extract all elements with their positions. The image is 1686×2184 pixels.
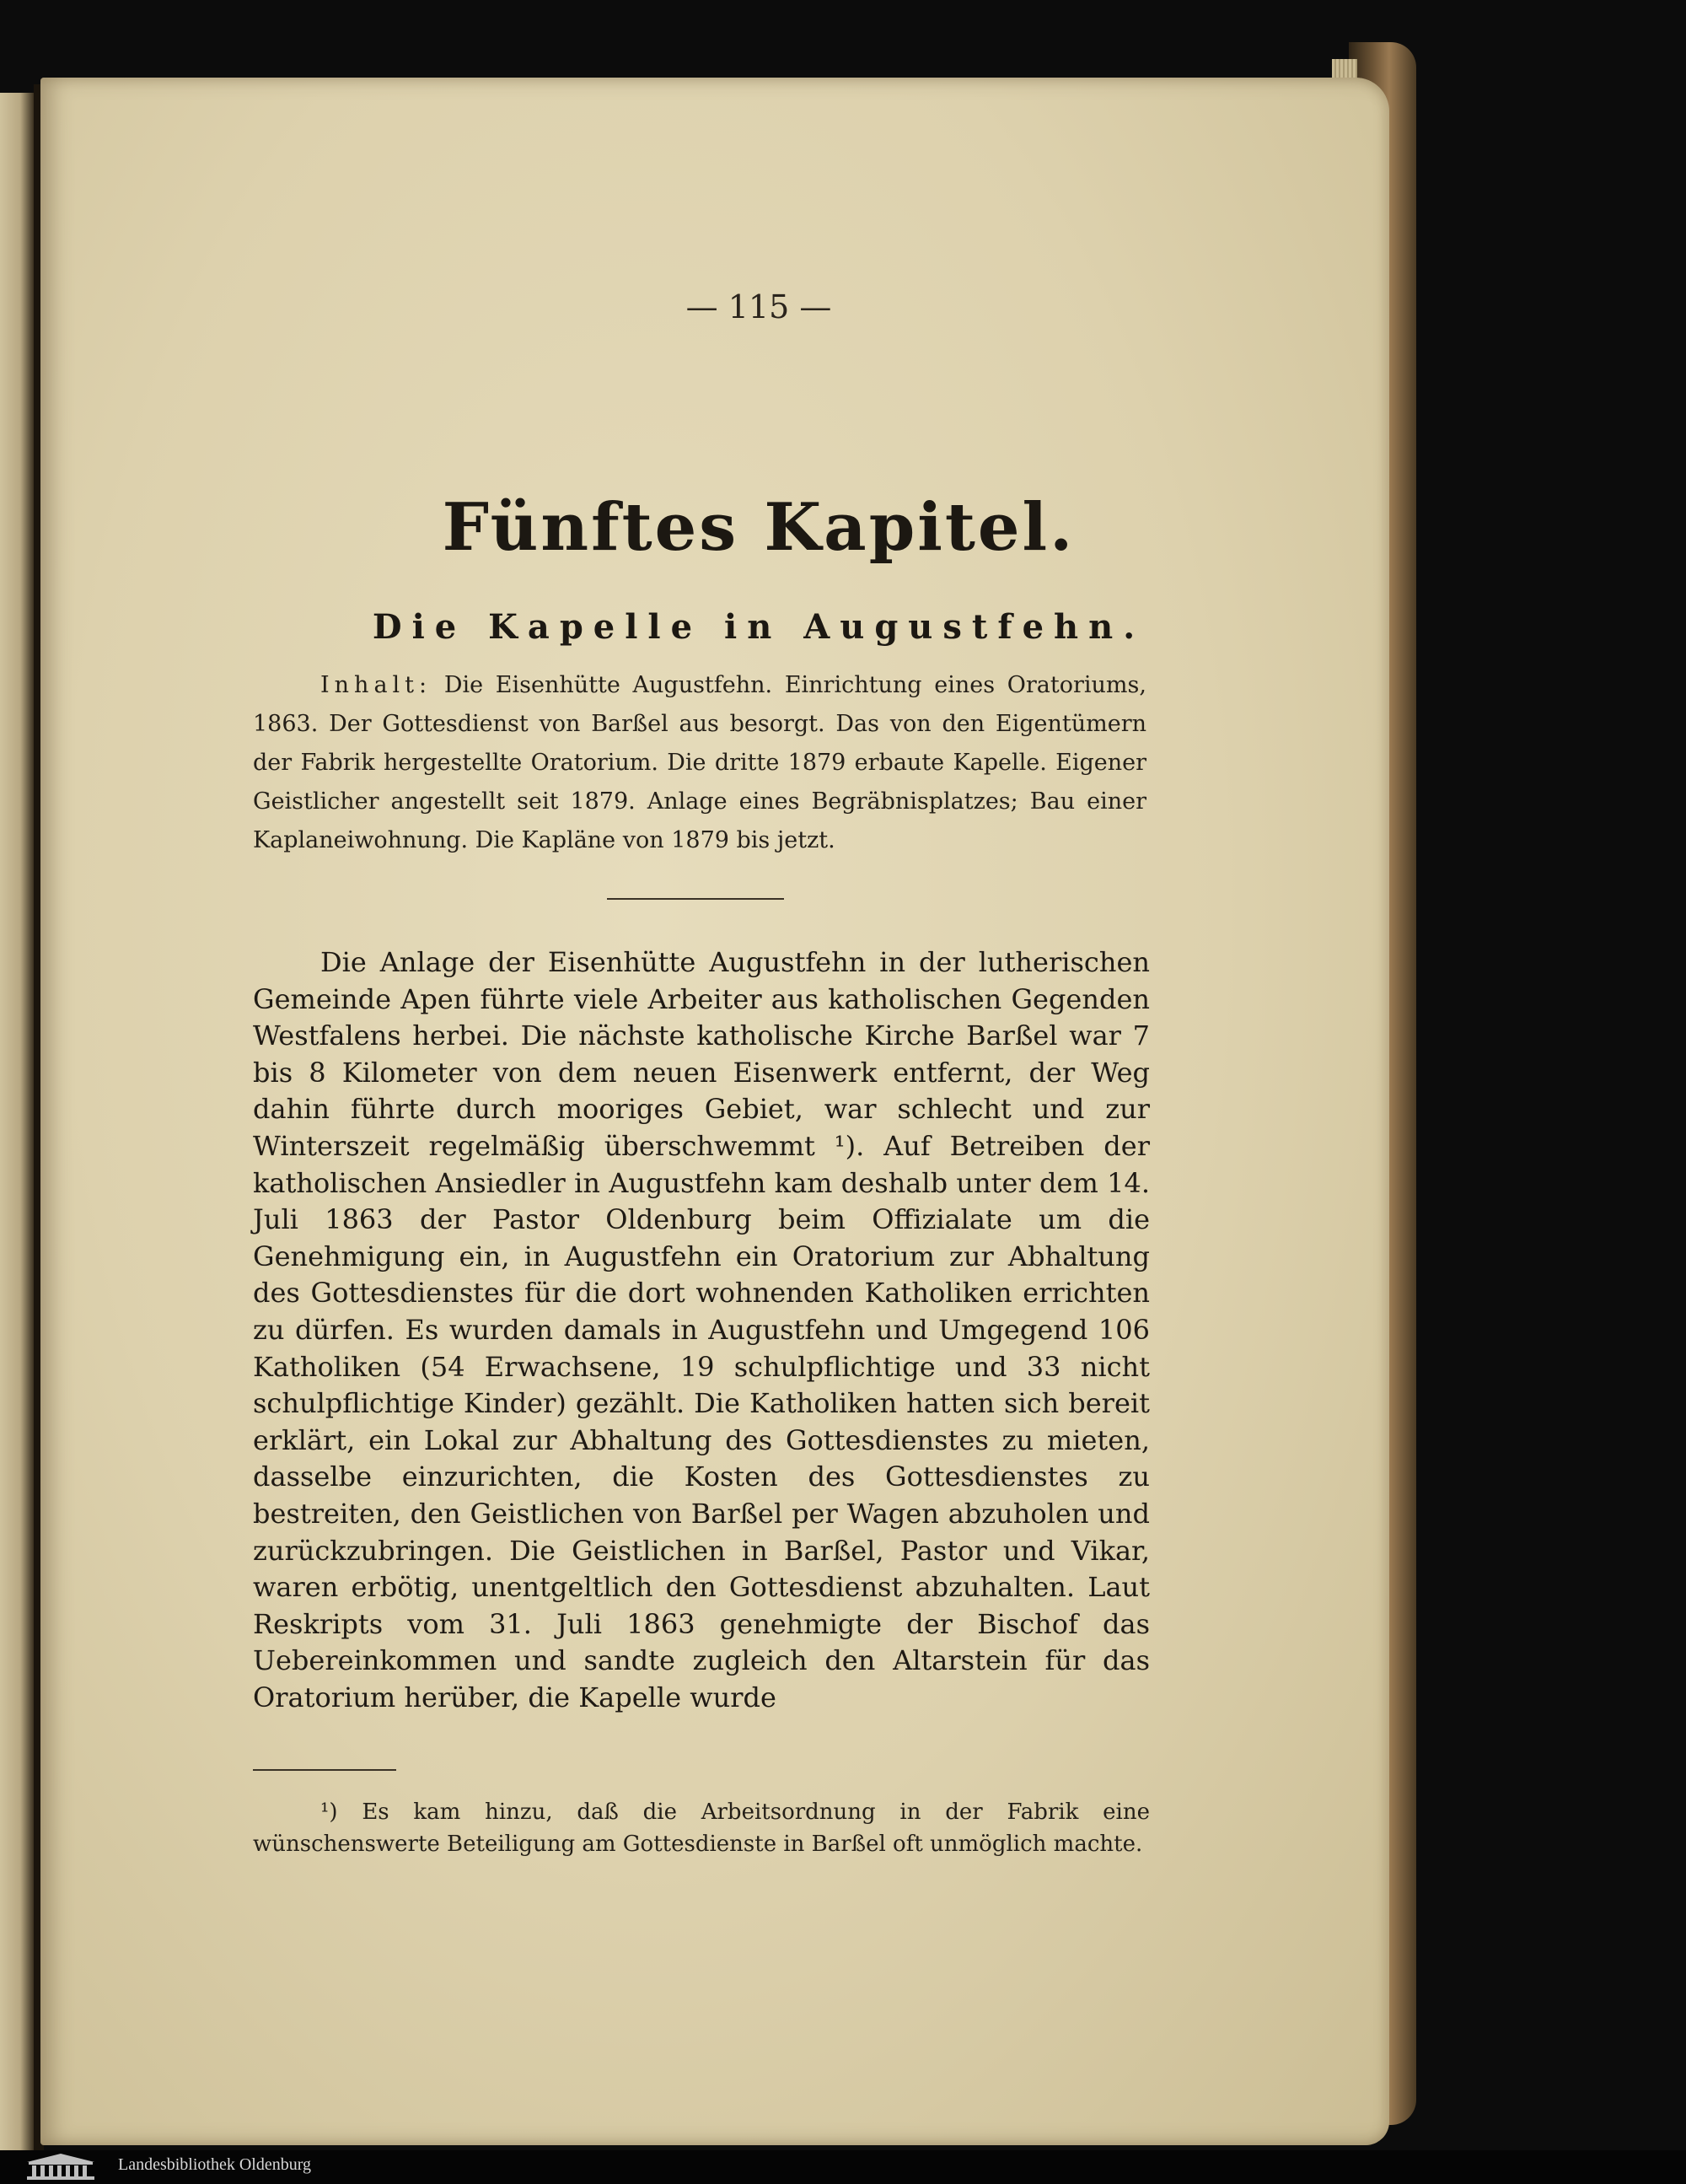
left-page-edge (0, 93, 34, 2150)
body-paragraph: Die Anlage der Eisenhütte Augustfehn in der lutherischen Gemeinde Apen führte viele Arbeiter aus katholischen Gegenden Westfalens herbei. Die nächste katholische Kirche Barßel war 7 bis 8 Kilometer von dem neuen Eisenwerk entfernt, der Weg dahin führte durch mooriges Gebiet, war schlecht und zur Winterszeit regelmäßig überschwemmt ¹). Auf Betreiben der katholischen Ansiedler in Augustfehn kam deshalb unter dem 14. Juli 1863 der Pastor Oldenburg beim Offizialate um die Genehmigung ein, in Augustfehn ein Oratorium zur Abhaltung des Gottesdienstes für die dort wohnenden Katholiken errichten zu dürfen. Es wurden damals in Augustfehn und Umgegend 106 Katholiken (54 Erwachsene, 19 schulpflichtige und 33 nicht schulpflichtige Kinder) gezählt. Die Katholiken hatten sich bereit erklärt, ein Lokal zur Abhaltung des Gottesdienstes zu mieten, dasselbe einzurichten, die Kosten des Gottesdienstes zu bestreiten, den Geistlichen von Barßel per Wagen abzuholen und zurückzubringen. Die Geistlichen in Barßel, Pastor und Vikar, waren erbötig, unentgeltlich den Gottesdienst abzuhalten. Laut Reskripts vom 31. Juli 1863 genehmigte der Bischof das Uebereinkommen und sandte zugleich den Altarstein für das Oratorium herüber, die Kapelle wurde (253, 946, 1150, 1713)
footer-library-name: Landesbibliothek Oldenburg (118, 2155, 312, 2174)
chapter-title: Fünftes Kapitel. (442, 489, 1076, 566)
chapter-summary (253, 666, 1146, 860)
footnote: ¹) Es kam hinzu, daß die Arbeitsordnung in der Fabrik eine wünschenswerte Beteiligung am Gottesdienste in Barßel oft unmöglich machte. (253, 1799, 1150, 1857)
section-divider (607, 898, 784, 900)
page-number: — 115 — (685, 288, 832, 325)
summary-label: Inhalt: (320, 672, 432, 698)
footnote-divider (253, 1769, 396, 1771)
library-building-logo (24, 2152, 98, 2181)
chapter-subtitle: Die Kapelle in Augustfehn. (372, 607, 1146, 647)
summary-text: Die Eisenhütte Augustfehn. Einrichtung eines Oratoriums, 1863. Der Gottesdienst von Barßel aus besorgt. Das von den Eigentümern der Fabrik hergestellte Oratorium. Die dritte 1879 erbaute Kapelle. Eigener Geistlicher angestellt seit 1879. Anlage eines Begräbnisplatzes; Bau einer Kaplaneiwohnung. Die Kapläne von 1879 bis jetzt. (253, 672, 1146, 853)
